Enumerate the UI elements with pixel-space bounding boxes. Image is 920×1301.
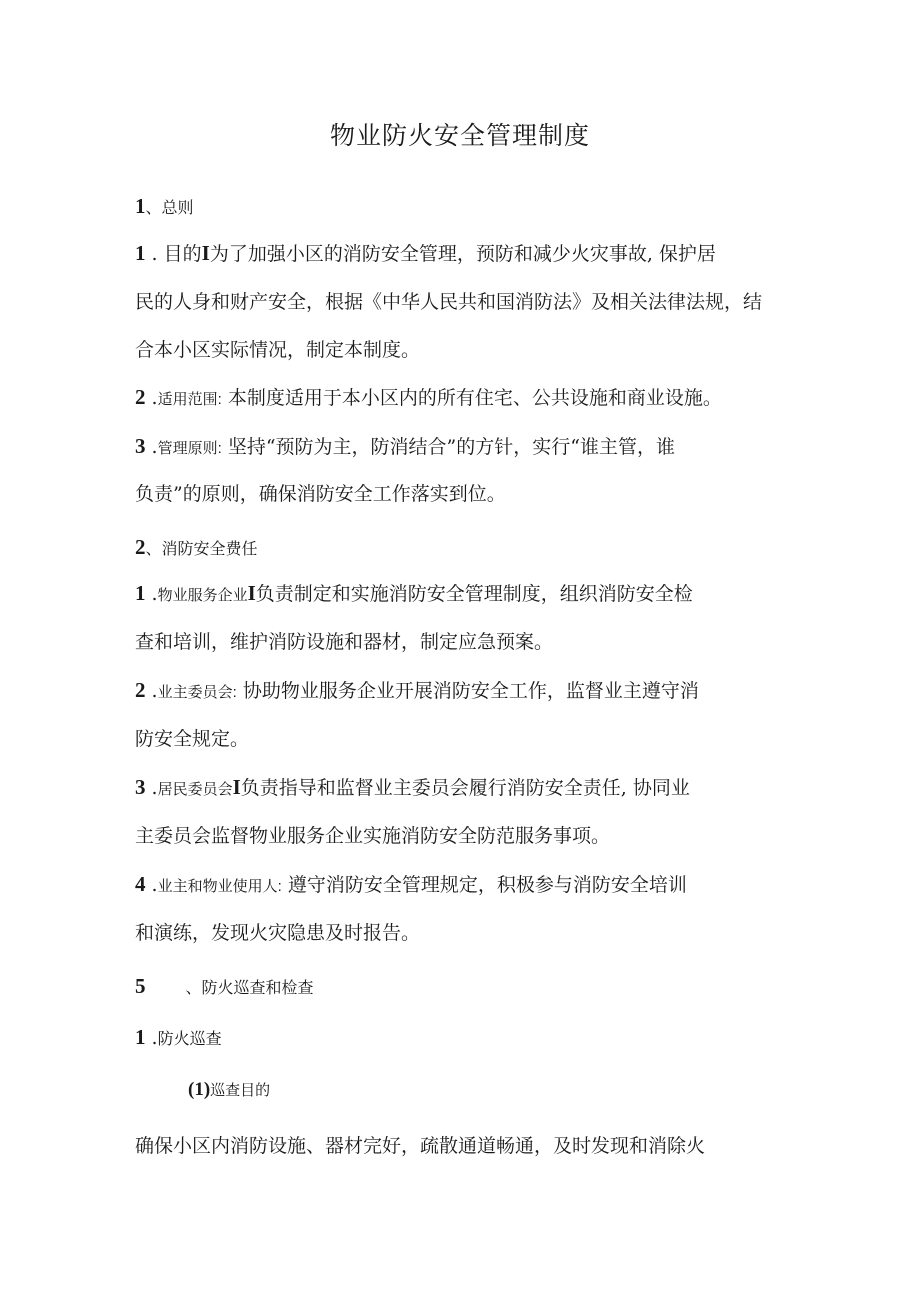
item-separator: I (201, 241, 210, 265)
section-title: 、总则 (145, 200, 194, 217)
subsection-title: 防火巡查 (157, 1031, 222, 1048)
item-label: 业主和物业使用人 (157, 878, 278, 895)
item-number: 1 (135, 581, 146, 605)
point-heading (188, 1076, 788, 1104)
item-label: 物业服务企业 (157, 587, 248, 604)
item-number: 4 (135, 872, 146, 896)
item-label: 居民委员会 (157, 781, 233, 798)
paragraph-text: 为了加强小区的消防安全管理，预防和减少火灾事故, 保护居 (209, 243, 716, 265)
item-separator: I (232, 775, 241, 799)
document-title: 物业防火安全管理制度 (329, 121, 590, 150)
section-heading (135, 973, 795, 1002)
paragraph-text: 遵守消防安全管理规定，积极参与消防安全培训 (281, 874, 687, 896)
subsection-heading (135, 1024, 795, 1053)
paragraph (135, 774, 795, 803)
paragraph-line: 负责”的原则，确保消防安全工作落实到位。 (135, 483, 506, 505)
paragraph-line: 民的人身和财产安全，根据《中华人民共和国消防法》及相关法律法规，结 (135, 291, 763, 313)
paragraph-line: 主委员会监督物业服务企业实施消防安全防范服务事项。 (135, 825, 611, 847)
paragraph (135, 433, 795, 462)
paragraph (135, 580, 795, 609)
paragraph (135, 384, 795, 413)
item-label: 业主委员会 (157, 684, 233, 701)
paragraph (135, 677, 795, 706)
item-separator: : (232, 684, 237, 701)
section-number: 5 (135, 974, 146, 998)
section-title: 、防火巡查和检查 (185, 980, 314, 997)
paragraph-line: 合本小区实际情况，制定本制度。 (135, 339, 421, 361)
item-separator: I (247, 581, 256, 605)
item-separator: : (277, 878, 282, 895)
section-title: 、消防安全费任 (145, 541, 258, 558)
item-prefix: . (145, 680, 158, 702)
paragraph-line: 和演练，发现火灾隐患及时报告。 (135, 922, 421, 944)
section-number: 2 (135, 535, 146, 559)
section-number: 1 (135, 194, 146, 218)
paragraph-text: 坚持“预防为主，防消结合”的方针，实行“谁主管，谁 (221, 436, 675, 458)
paragraph-text: 负责指导和监督业主委员会履行消防安全责任, 协同业 (240, 777, 690, 799)
paragraph-text: 本制度适用于本小区内的所有住宅、公共设施和商业设施。 (221, 387, 722, 409)
item-label: 管理原则 (157, 440, 218, 457)
item-prefix: . 目的 (145, 243, 202, 265)
item-prefix: . (145, 1027, 158, 1049)
item-number: 2 (135, 678, 146, 702)
item-number: 2 (135, 385, 146, 409)
section-heading (135, 193, 795, 222)
paragraph-line: 确保小区内消防设施、器材完好，疏散通道畅通，及时发现和消除火 (135, 1135, 706, 1157)
item-separator: : (217, 391, 222, 408)
paragraph-text: 负责制定和实施消防安全管理制度，组织消防安全检 (255, 583, 693, 605)
item-prefix: . (145, 583, 158, 605)
item-prefix: . (145, 777, 158, 799)
point-number: (1) (188, 1079, 211, 1100)
section-heading (135, 534, 795, 563)
item-number: 3 (135, 434, 146, 458)
item-number: 1 (135, 1025, 146, 1049)
item-label: 适用范围 (157, 391, 218, 408)
item-separator: : (217, 440, 222, 457)
item-prefix: . (145, 874, 158, 896)
item-prefix: . (145, 387, 158, 409)
paragraph (135, 871, 795, 900)
paragraph-line: 查和培训，维护消防设施和器材，制定应急预案。 (135, 631, 554, 653)
paragraph-text: 协助物业服务企业开展消防安全工作，监督业主遵守消 (236, 680, 699, 702)
item-number: 1 (135, 241, 146, 265)
paragraph (135, 240, 795, 267)
item-prefix: . (145, 436, 158, 458)
point-title: 巡查目的 (210, 1082, 271, 1099)
item-number: 3 (135, 775, 146, 799)
paragraph-line: 防安全规定。 (135, 728, 250, 750)
